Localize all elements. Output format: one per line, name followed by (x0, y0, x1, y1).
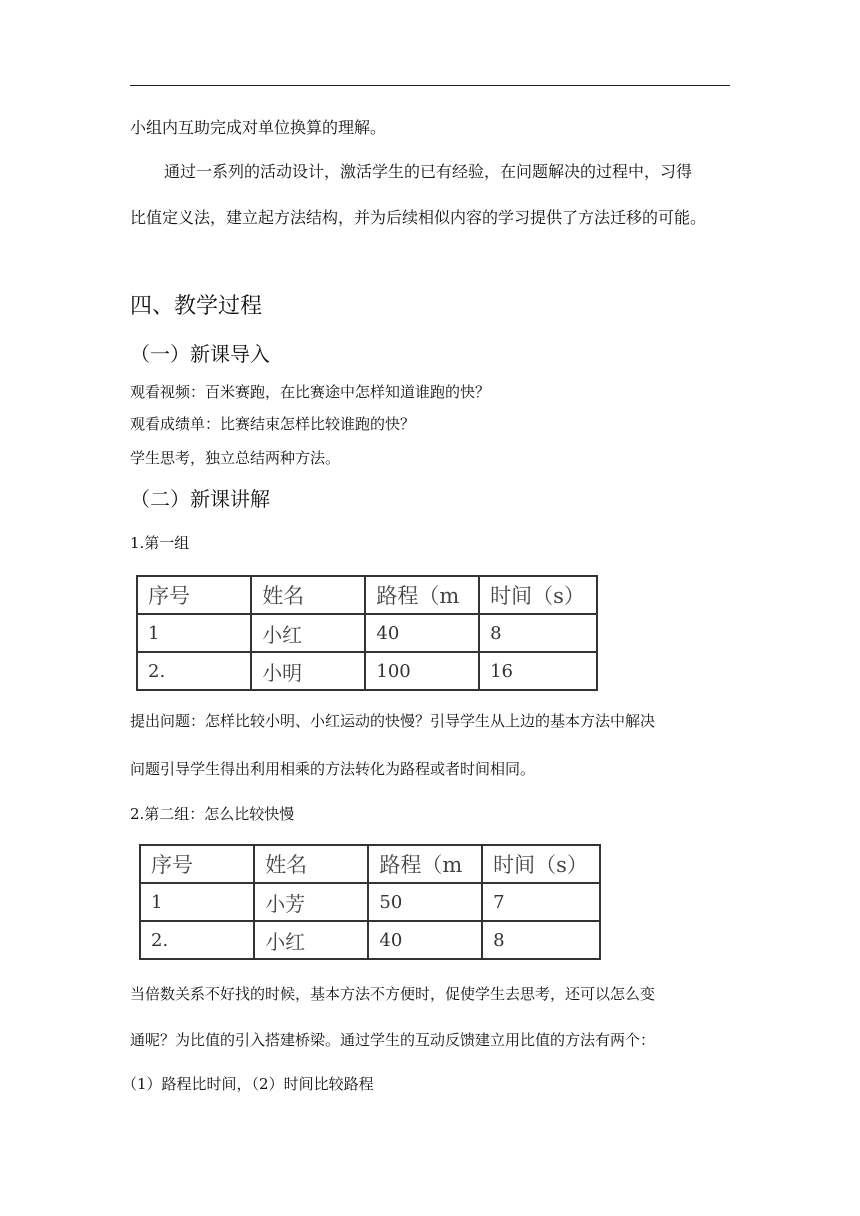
part-2-title: （二）新课讲解 (130, 487, 270, 511)
group-1-label: 1.第一组 (130, 534, 190, 552)
table-row (140, 883, 600, 921)
table-cell: 1 (137, 614, 251, 652)
table-cell: 2. (140, 921, 254, 959)
table-cell: 小芳 (254, 883, 368, 921)
header-cell: 路程（m (365, 576, 479, 614)
intro-line-1: 小组内互助完成对单位换算的理解。 (130, 118, 387, 137)
table-cell: 小明 (251, 652, 365, 690)
header-cell: 序号 (140, 845, 254, 883)
table-cell: 小红 (251, 614, 365, 652)
table-cell: 小红 (254, 921, 368, 959)
table-cell: 8 (482, 921, 600, 959)
group-2-text-line-2: 通呢？为比值的引入搭建桥梁。通过学生的互动反馈建立用比值的方法有两个： (130, 1031, 656, 1049)
header-cell: 路程（m (368, 845, 482, 883)
section-title: 四、教学过程 (130, 294, 263, 319)
table-cell: 16 (479, 652, 597, 690)
table-cell: 1 (140, 883, 254, 921)
header-cell: 姓名 (251, 576, 365, 614)
header-cell: 时间（s） (479, 576, 597, 614)
table-cell: 40 (365, 614, 479, 652)
table-cell: 40 (368, 921, 482, 959)
header-cell: 序号 (137, 576, 251, 614)
group-2-text-line-3: （1）路程比时间，（2）时间比较路程 (122, 1075, 374, 1093)
group-2-table (139, 844, 601, 960)
group-1-table (136, 575, 598, 691)
table-cell: 2. (137, 652, 251, 690)
table-header-row (140, 845, 600, 883)
group-2-label: 2.第二组：怎么比较快慢 (130, 805, 295, 823)
table-row (137, 652, 597, 690)
group-2-text-line-1: 当倍数关系不好找的时候，基本方法不方便时，促使学生去思考，还可以怎么变 (130, 985, 656, 1003)
part-1-line-2: 观看成绩单：比赛结束怎样比较谁跑的快？ (130, 415, 416, 433)
table-cell: 7 (482, 883, 600, 921)
header-cell: 时间（s） (482, 845, 600, 883)
group-1-question-line-2: 问题引导学生得出利用相乘的方法转化为路程或者时间相同。 (130, 760, 536, 778)
part-1-line-3: 学生思考，独立总结两种方法。 (130, 449, 341, 467)
table-row (140, 921, 600, 959)
group-1-question-line-1: 提出问题：怎样比较小明、小红运动的快慢？引导学生从上边的基本方法中解决 (130, 712, 656, 730)
intro-para-2-line-1: 通过一系列的活动设计，激活学生的已有经验，在问题解决的过程中，习得 (164, 162, 693, 181)
table-row (137, 614, 597, 652)
header-cell: 姓名 (254, 845, 368, 883)
table-cell: 8 (479, 614, 597, 652)
part-1-line-1: 观看视频：百米赛跑，在比赛途中怎样知道谁跑的快？ (130, 383, 491, 401)
intro-para-2-line-2: 比值定义法，建立起方法结构，并为后续相似内容的学习提供了方法迁移的可能。 (130, 208, 707, 227)
table-header-row (137, 576, 597, 614)
table-cell: 100 (365, 652, 479, 690)
header-rule (130, 85, 730, 86)
part-1-title: （一）新课导入 (130, 342, 270, 366)
table-cell: 50 (368, 883, 482, 921)
